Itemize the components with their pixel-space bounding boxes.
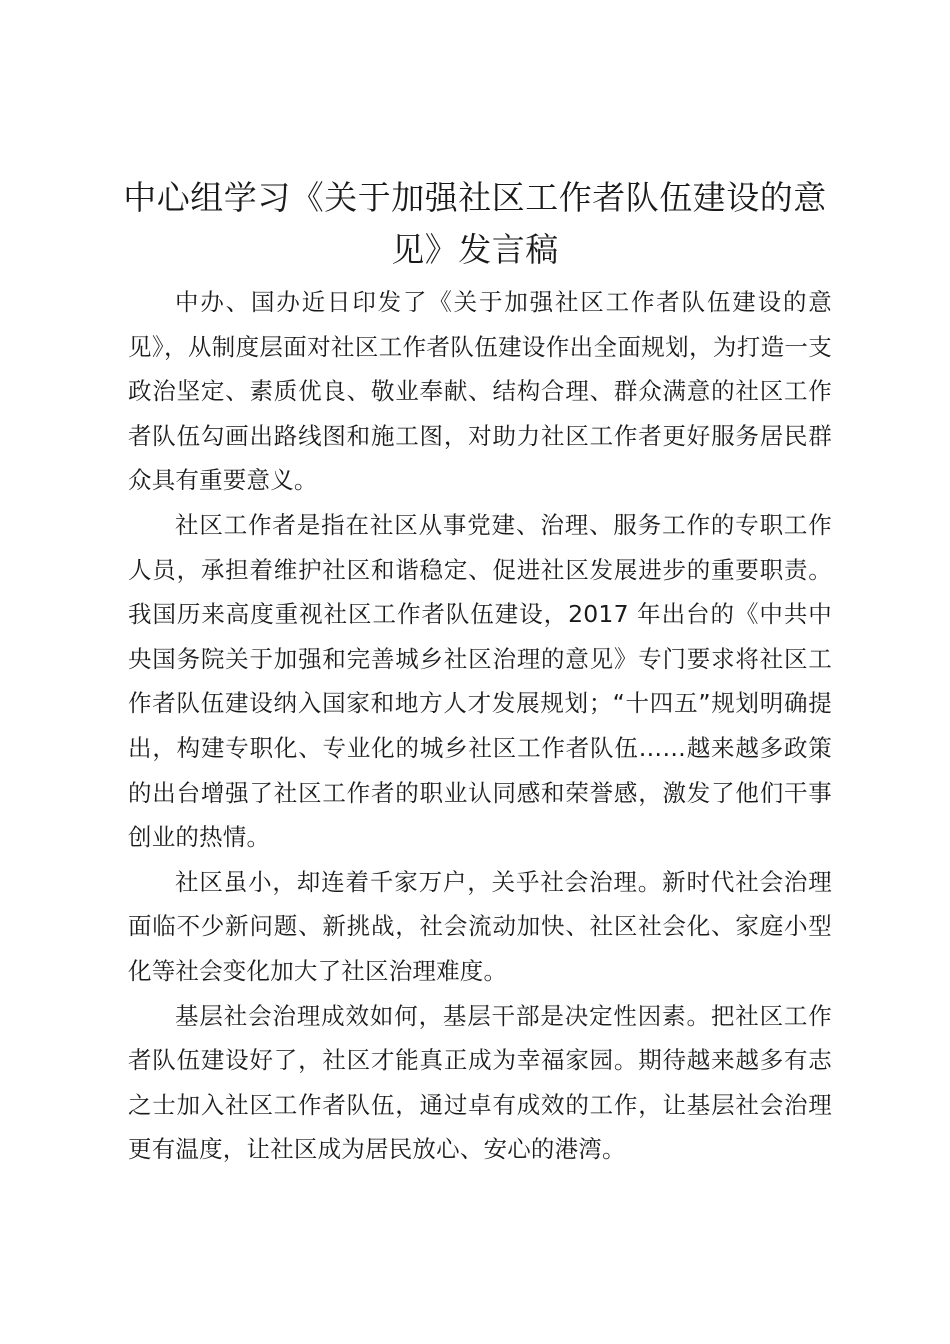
paragraph-2: 社区工作者是指在社区从事党建、治理、服务工作的专职工作人员，承担着维护社区和谐稳定、促进社区发展进步的重要职责。我国历来高度重视社区工作者队伍建设，2017 年出台的《中共中央国务院关于加强和完善城乡社区治理的意见》专门要求将社区工作者队伍建设纳入国家和地方人才发展规划；“十四五”规划明确提出，构建专职化、专业化的城乡社区工作者队伍……越来越多政策的出台增强了社区工作者的职业认同感和荣誉感，激发了他们干事创业的热情。 bbox=[128, 510, 832, 852]
paragraph-3: 社区虽小，却连着千家万户，关乎社会治理。新时代社会治理面临不少新问题、新挑战，社会流动加快、社区社会化、家庭小型化等社会变化加大了社区治理难度。 bbox=[128, 867, 832, 985]
document-body bbox=[128, 280, 832, 1172]
paragraph-4: 基层社会治理成效如何，基层干部是决定性因素。把社区工作者队伍建设好了，社区才能真正成为幸福家园。期待越来越多有志之士加入社区工作者队伍，通过卓有成效的工作，让基层社会治理更有温度，让社区成为居民放心、安心的港湾。 bbox=[128, 1001, 832, 1164]
paragraph-1: 中办、国办近日印发了《关于加强社区工作者队伍建设的意见》，从制度层面对社区工作者队伍建设作出全面规划，为打造一支政治坚定、素质优良、敬业奉献、结构合理、群众满意的社区工作者队伍勾画出路线图和施工图，对助力社区工作者更好服务居民群众具有重要意义。 bbox=[128, 288, 832, 495]
document-title: 中心组学习《关于加强社区工作者队伍建设的意见》发言稿 bbox=[123, 178, 827, 269]
